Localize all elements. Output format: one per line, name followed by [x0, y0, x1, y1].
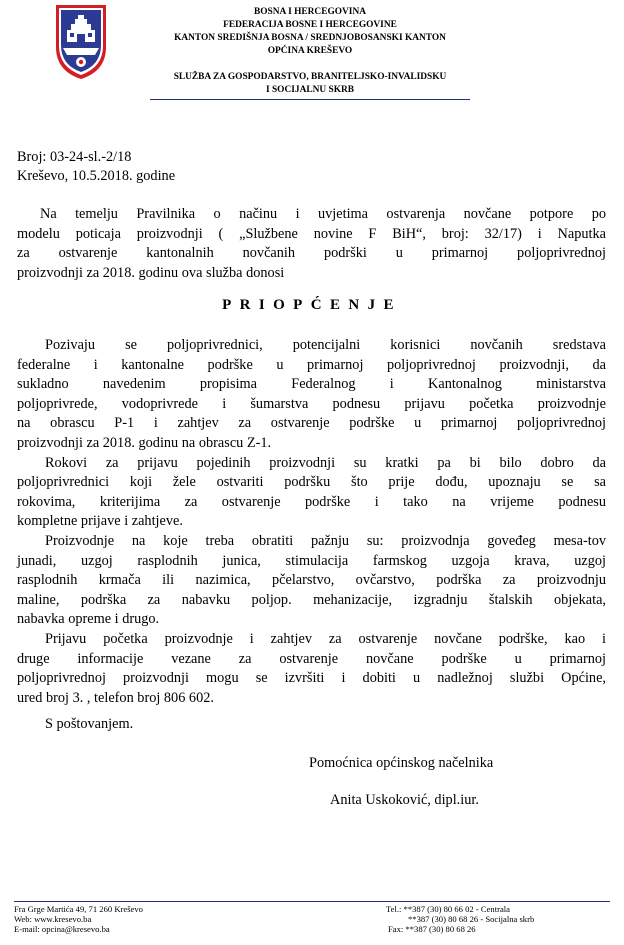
body-line: poljoprivrede, vodoprivrede i šumarstva podnesu prijavu početka proizvodnje	[17, 395, 606, 412]
header-canton: KANTON SREDIŠNJA BOSNA / SREDNJOBOSANSKI KANTON	[174, 33, 446, 43]
intro-line: Na temelju Pravilnika o načinu i uvjetima ostvarenja novčane potpore po	[40, 206, 606, 222]
intro-line: modelu poticaja proizvodnji ( „Službene novine F BiH“, broj: 32/17) i Naputka	[17, 225, 606, 242]
closing-salutation: S poštovanjem.	[45, 716, 134, 732]
place-and-date: Kreševo, 10.5.2018. godine	[17, 168, 176, 184]
footer-phone-central: Tel.: **387 (30) 80 66 02 - Centrala	[386, 904, 510, 914]
body-line: Pozivaju se poljoprivrednici, potencijalni korisnici novčanih sredstava	[45, 337, 606, 353]
header-municipality: OPĆINA KREŠEVO	[267, 46, 353, 56]
body-line: proizvodnji za 2018. godinu na obrascu Z-1.	[17, 434, 272, 451]
body-line: poljoprivrednici koji žele ostvariti podršku što prije dođu, upoznaju se sa	[17, 474, 606, 491]
body-line: rokovima, kriterijima za ostvarenje podrške i tako na vrijeme podnesu	[17, 493, 606, 510]
body-line: na obrascu P-1 i zahtjev za ostvarenje podrške u primarnoj poljoprivrednoj	[17, 415, 606, 432]
body-line: ured broj 3. , telefon broj 806 602.	[17, 689, 214, 706]
body-line: kompletne prijave i zahtjeve.	[17, 513, 183, 530]
footer-divider	[14, 901, 610, 902]
body-line: Proizvodnje na koje treba obratiti pažnju su: proizvodnja goveđeg mesa-tov	[45, 532, 606, 549]
municipality-coat-of-arms-icon	[54, 3, 108, 81]
body-line: nabavka opreme i drugo.	[17, 611, 160, 628]
header-divider	[150, 99, 470, 100]
body-line: Prijavu početka proizvodnje i zahtjev za ostvarenje novčane podrške, kao i	[45, 630, 606, 647]
reference-number: Broj: 03-24-sl.-2/18	[17, 149, 132, 165]
signatory-name: Anita Uskoković, dipl.iur.	[330, 792, 479, 808]
body-line: junadi, uzgoj rasplodnih junica, stimulacija farmskog uzgoja krava, uzgoj	[17, 552, 606, 569]
header-service-line-1: SLUŽBA ZA GOSPODARSTVO, BRANITELJSKO-INVALIDSKU	[173, 72, 447, 82]
body-text	[17, 336, 606, 708]
body-line: poljoprivrednoj proizvodnji mogu se izvršiti i dobiti u nadležnoj službi Općine,	[17, 670, 606, 687]
footer-phone-social: **387 (30) 80 68 26 - Socijalna skrb	[408, 914, 535, 924]
footer-website[interactable]: Web: www.kresevo.ba	[14, 914, 92, 924]
intro-line: proizvodnji za 2018. godinu ova služba donosi	[17, 264, 285, 281]
header-federation: FEDERACIJA BOSNE I HERCEGOVINE	[223, 20, 397, 30]
header-country: BOSNA I HERCEGOVINA	[253, 7, 366, 17]
body-line: federalne i kantonalne podrške u primarnoj poljoprivrednoj proizvodnji, da	[17, 356, 606, 373]
body-line: rasplodnih krmača ili nazimica, pčelarstvo, ovčarstvo, podrška za proizvodnju	[17, 572, 606, 589]
body-line: sukladno navedenim propisima Federalnog i Kantonalnog ministarstva	[17, 376, 606, 393]
footer-address: Fra Grge Martića 49, 71 260 Kreševo	[14, 904, 143, 914]
footer-email[interactable]: E-mail: opcina@kresevo.ba	[14, 924, 110, 934]
footer-fax: Fax: **387 (30) 80 68 26	[388, 924, 476, 934]
intro-line: za ostvarenje kantonalnih novčanih podrški u primarnoj poljoprivrednoj	[17, 245, 606, 262]
body-line: druge informacije vezane za ostvarenje novčane podrške u primarnoj	[17, 650, 606, 667]
header-service-line-2: I SOCIJALNU SKRB	[265, 85, 355, 95]
body-line: Rokovi za prijavu pojedinih proizvodnji su kratki pa bi bilo dobro da	[45, 454, 606, 471]
intro-paragraph	[17, 205, 606, 283]
document-title: PRIOPĆENJE	[222, 297, 402, 313]
signatory-role: Pomoćnica općinskog načelnika	[309, 755, 494, 771]
body-line: maline, podrška za nabavku poljop. mehanizacije, izgradnju štalskih objekata,	[17, 591, 606, 608]
